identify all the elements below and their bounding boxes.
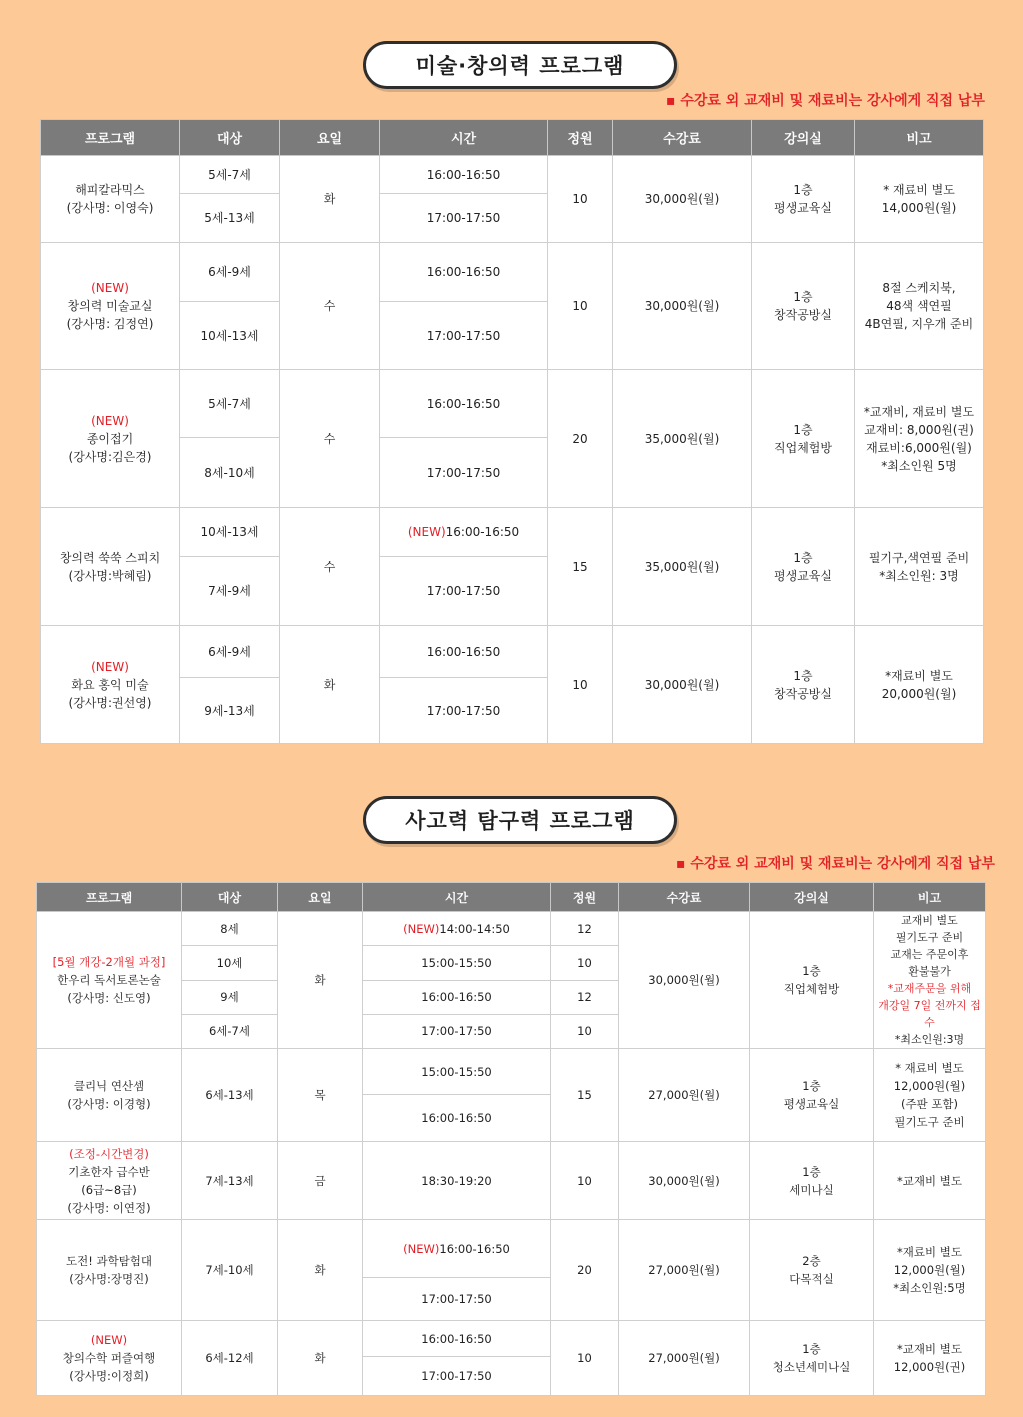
room-cell: 1층 평생교육실 (750, 1049, 874, 1142)
table-row (41, 626, 984, 678)
table-header-row (41, 120, 984, 156)
capacity-cell: 10 (551, 1014, 619, 1048)
program-cell: (NEW) 종이접기 (강사명:김은경) (41, 370, 180, 508)
header-program: 프로그램 (37, 883, 182, 912)
section1-title: 미술·창의력 프로그램 (363, 41, 677, 89)
table-row (37, 912, 986, 946)
target-cell: 6세-13세 (182, 1049, 278, 1142)
header-day: 요일 (278, 883, 363, 912)
table-row (41, 370, 984, 438)
fee-cell: 30,000원(월) (619, 1142, 750, 1220)
capacity-cell: 10 (548, 243, 613, 370)
remarks-cell: *교재비 별도 (874, 1142, 986, 1220)
program-cell: (NEW) 창의력 미술교실 (강사명: 김정연) (41, 243, 180, 370)
day-cell: 화 (278, 1220, 363, 1321)
target-cell: 6세-9세 (180, 243, 280, 302)
target-cell: 6세-7세 (182, 1014, 278, 1048)
fee-cell: 30,000원(월) (613, 626, 752, 744)
fee-cell: 30,000원(월) (613, 156, 752, 243)
remarks-cell: * 재료비 별도 12,000원(월) (주판 포함) 필기도구 준비 (874, 1049, 986, 1142)
capacity-cell: 20 (551, 1220, 619, 1321)
program-cell: 도전! 과학탐험대 (강사명:장명진) (37, 1220, 182, 1321)
time-cell: 16:00-16:50 (363, 1321, 551, 1357)
art-program-table (40, 119, 984, 744)
room-cell: 1층 평생교육실 (752, 156, 855, 243)
time-cell: (NEW)16:00-16:50 (380, 508, 548, 557)
capacity-cell: 10 (551, 1142, 619, 1220)
program-cell: (NEW) 화요 홍익 미술 (강사명:권선영) (41, 626, 180, 744)
capacity-cell: 12 (551, 980, 619, 1014)
fee-cell: 30,000원(월) (619, 912, 750, 1049)
header-remarks: 비고 (874, 883, 986, 912)
time-cell: 17:00-17:50 (380, 438, 548, 508)
table-row (37, 1142, 986, 1220)
remarks-cell: *재료비 별도 20,000원(월) (855, 626, 984, 744)
capacity-cell: 10 (548, 626, 613, 744)
room-cell: 1층 세미나실 (750, 1142, 874, 1220)
time-cell: (NEW)16:00-16:50 (363, 1220, 551, 1278)
program-cell: [5월 개강-2개월 과정] 한우리 독서토론논술 (강사명: 신도영) (37, 912, 182, 1049)
fee-cell: 30,000원(월) (613, 243, 752, 370)
header-room: 강의실 (750, 883, 874, 912)
capacity-cell: 10 (551, 946, 619, 980)
program-cell: 창의력 쑥쑥 스피치 (강사명:박혜림) (41, 508, 180, 626)
header-capacity: 정원 (548, 120, 613, 156)
program-cell: 클리닉 연산셈 (강사명: 이경형) (37, 1049, 182, 1142)
room-cell: 2층 다목적실 (750, 1220, 874, 1321)
room-cell: 1층 청소년세미나실 (750, 1321, 874, 1396)
section1-fee-note: ▪ 수강료 외 교재비 및 재료비는 강사에게 직접 납부 (666, 93, 985, 109)
program-cell: (조정-시간변경) 기초한자 급수반 (6급~8급) (강사명: 이연정) (37, 1142, 182, 1220)
time-cell: 17:00-17:50 (380, 678, 548, 744)
header-program: 프로그램 (41, 120, 180, 156)
day-cell: 화 (280, 156, 380, 243)
time-cell: 17:00-17:50 (363, 1014, 551, 1048)
header-target: 대상 (180, 120, 280, 156)
target-cell: 7세-9세 (180, 557, 280, 626)
table-row (37, 1321, 986, 1357)
room-cell: 1층 직업체험방 (750, 912, 874, 1049)
day-cell: 금 (278, 1142, 363, 1220)
capacity-cell: 20 (548, 370, 613, 508)
time-cell: 16:00-16:50 (380, 243, 548, 302)
table-row (41, 243, 984, 302)
target-cell: 9세-13세 (180, 678, 280, 744)
day-cell: 화 (278, 912, 363, 1049)
time-cell: 15:00-15:50 (363, 946, 551, 980)
time-cell: 17:00-17:50 (380, 194, 548, 243)
time-cell: 17:00-17:50 (363, 1357, 551, 1396)
room-cell: 1층 직업체험방 (752, 370, 855, 508)
fee-cell: 27,000원(월) (619, 1321, 750, 1396)
header-time: 시간 (363, 883, 551, 912)
capacity-cell: 12 (551, 912, 619, 946)
target-cell: 10세-13세 (180, 302, 280, 370)
target-cell: 7세-10세 (182, 1220, 278, 1321)
time-cell: 16:00-16:50 (380, 156, 548, 194)
day-cell: 수 (280, 508, 380, 626)
day-cell: 화 (280, 626, 380, 744)
capacity-cell: 10 (551, 1321, 619, 1396)
room-cell: 1층 창작공방실 (752, 626, 855, 744)
room-cell: 1층 창작공방실 (752, 243, 855, 370)
time-cell: (NEW)14:00-14:50 (363, 912, 551, 946)
target-cell: 5세-13세 (180, 194, 280, 243)
table-row (41, 508, 984, 557)
target-cell: 5세-7세 (180, 156, 280, 194)
day-cell: 수 (280, 243, 380, 370)
header-fee: 수강료 (613, 120, 752, 156)
fee-cell: 35,000원(월) (613, 508, 752, 626)
remarks-cell: *교재비, 재료비 별도 교재비: 8,000원(권) 재료비:6,000원(월) *최소인원 5명 (855, 370, 984, 508)
target-cell: 5세-7세 (180, 370, 280, 438)
capacity-cell: 15 (548, 508, 613, 626)
header-time: 시간 (380, 120, 548, 156)
remarks-cell: 필기구,색연필 준비 *최소인원: 3명 (855, 508, 984, 626)
time-cell: 16:00-16:50 (380, 626, 548, 678)
header-target: 대상 (182, 883, 278, 912)
target-cell: 8세-10세 (180, 438, 280, 508)
remarks-cell: * 재료비 별도 14,000원(월) (855, 156, 984, 243)
remarks-cell: 교재비 별도 필기도구 준비 교재는 주문이후 환불불가 *교재주문을 위해 개강일 7일 전까지 접수 *최소인원:3명 (874, 912, 986, 1049)
header-room: 강의실 (752, 120, 855, 156)
target-cell: 10세 (182, 946, 278, 980)
table-row (41, 156, 984, 194)
day-cell: 목 (278, 1049, 363, 1142)
fee-cell: 27,000원(월) (619, 1049, 750, 1142)
target-cell: 6세-9세 (180, 626, 280, 678)
fee-cell: 35,000원(월) (613, 370, 752, 508)
room-cell: 1층 평생교육실 (752, 508, 855, 626)
remarks-cell: *재료비 별도 12,000원(월) *최소인원:5명 (874, 1220, 986, 1321)
day-cell: 수 (280, 370, 380, 508)
capacity-cell: 15 (551, 1049, 619, 1142)
table-row (37, 1049, 986, 1095)
header-capacity: 정원 (551, 883, 619, 912)
time-cell: 16:00-16:50 (380, 370, 548, 438)
remarks-cell: 8절 스케치북, 48색 색연필 4B연필, 지우개 준비 (855, 243, 984, 370)
target-cell: 8세 (182, 912, 278, 946)
time-cell: 16:00-16:50 (363, 1095, 551, 1142)
time-cell: 17:00-17:50 (380, 302, 548, 370)
section2-title: 사고력 탐구력 프로그램 (363, 796, 677, 844)
section2-fee-note: ▪ 수강료 외 교재비 및 재료비는 강사에게 직접 납부 (676, 856, 995, 872)
table-header-row (37, 883, 986, 912)
program-cell: (NEW) 창의수학 퍼즐여행 (강사명:이정희) (37, 1321, 182, 1396)
header-fee: 수강료 (619, 883, 750, 912)
capacity-cell: 10 (548, 156, 613, 243)
time-cell: 17:00-17:50 (363, 1278, 551, 1321)
program-cell: 해피칼라믹스 (강사명: 이영숙) (41, 156, 180, 243)
time-cell: 15:00-15:50 (363, 1049, 551, 1095)
thinking-program-table (36, 882, 986, 1396)
header-remarks: 비고 (855, 120, 984, 156)
target-cell: 6세-12세 (182, 1321, 278, 1396)
time-cell: 18:30-19:20 (363, 1142, 551, 1220)
table-row (37, 1220, 986, 1278)
header-day: 요일 (280, 120, 380, 156)
target-cell: 10세-13세 (180, 508, 280, 557)
fee-cell: 27,000원(월) (619, 1220, 750, 1321)
time-cell: 17:00-17:50 (380, 557, 548, 626)
target-cell: 7세-13세 (182, 1142, 278, 1220)
target-cell: 9세 (182, 980, 278, 1014)
day-cell: 화 (278, 1321, 363, 1396)
remarks-cell: *교재비 별도 12,000원(권) (874, 1321, 986, 1396)
time-cell: 16:00-16:50 (363, 980, 551, 1014)
